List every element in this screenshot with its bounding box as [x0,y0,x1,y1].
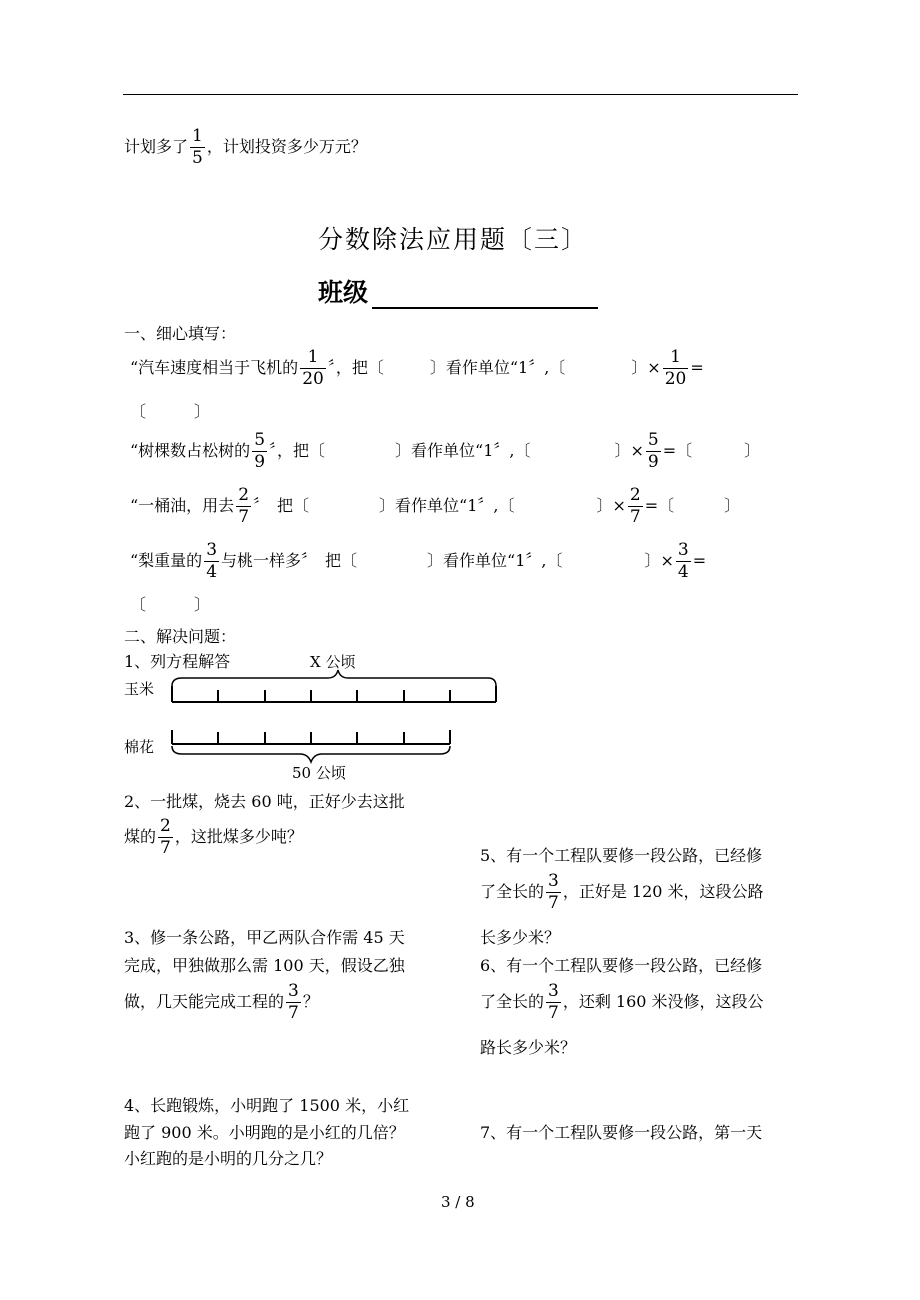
fill-question-1-answer[interactable]: 〔 〕 [130,402,211,421]
corn-segment [172,686,496,702]
diagram-top-label: X 公顷 [310,653,356,671]
diagram-bottom-label: 50 公顷 [292,764,346,782]
problem-6-line3: 路长多少米？ [480,1038,577,1057]
problem-4-line1: 4、长跑锻炼，小明跑了 1500 米，小红 [124,1096,410,1115]
class-field [318,273,598,309]
problem-3-line3: 做，几天能完成工程的 $\frac{3}{7}$ ？ [124,981,319,1023]
fraction: $\frac{5}{9}$ [254,430,266,472]
problem-7-line1: 7、有一个工程队要修一段公路，第一天 [480,1123,763,1142]
section1-heading: 一、细心填写： [124,324,237,343]
problem-1: 1、列方程解答 [124,652,231,671]
top-brace [172,670,496,686]
fraction: $\frac{1}{20}$ [664,347,687,389]
problem-5-line3: 长多少米？ [480,928,561,947]
carryover-question [124,128,367,167]
fraction: $\frac{3}{7}$ [548,981,559,1023]
segment-diagram [110,650,510,785]
top-rule [123,94,798,95]
section2-heading: 二、解决问题： [124,627,237,646]
fraction: $\frac{1}{20}$ [302,347,324,389]
class-blank[interactable] [372,281,598,309]
problem-3-line2: 完成，甲独做那么需 100 天，假设乙独 [124,956,405,975]
fraction: $\frac{5}{9}$ [647,430,659,472]
fraction: $\frac{2}{7}$ [238,485,250,527]
problem-5-line2: 了全长的 $\frac{3}{7}$ ，正好是 120 米，这段公路 [480,871,764,913]
fraction: $\frac{3}{4}$ [206,540,218,582]
bottom-brace [172,746,450,762]
fraction: $\frac{1}{5}$ [192,126,203,168]
problem-6-line2: 了全长的 $\frac{3}{7}$ ，还剩 160 米没修，这段公 [480,981,764,1023]
page-number: 3 / 8 [441,1193,475,1211]
fill-question-4-answer[interactable]: 〔 〕 [130,595,211,614]
fill-question-4: “梨重量的 $\frac{3}{4}$ 与桃一样多〞 把〔 〕看作单位“1〞,〔 〕× $\frac{3}{4}$ = [130,540,707,582]
problem-4-line2: 跑了 900 米。小明跑的是小红的几倍？ [124,1123,405,1142]
problem-4-line3: 小红跑的是小明的几分之几？ [124,1149,333,1168]
carryover-suffix: ，计划投资多少万元？ [206,137,367,156]
diagram-row2-label: 棉花 [124,738,155,756]
fill-question-3: “一桶油，用去 $\frac{2}{7}$ 〞 把〔 〕看作单位“1〞,〔 〕× $\frac{2}{7}$ =〔 〕 [130,485,741,527]
diagram-row1-label: 玉米 [124,680,155,698]
problem-3-line1: 3、修一条公路，甲乙两队合作需 45 天 [124,928,405,947]
fraction: $\frac{3}{7}$ [288,981,299,1023]
fill-question-2: “树棵数占松树的 $\frac{5}{9}$ 〞，把〔 〕看作单位“1〞,〔 〕× $\frac{5}{9}$ =〔 〕 [130,430,761,472]
problem-5-line1: 5、有一个工程队要修一段公路，已经修 [480,846,763,865]
fraction: $\frac{3}{7}$ [548,871,559,913]
page-title: 分数除法应用题〔三〕 [318,225,589,254]
fill-question-1: “汽车速度相当于飞机的 $\frac{1}{20}$ 〞，把〔 〕看作单位“1〞,〔 〕× $\frac{1}{20}$ = [130,347,704,389]
problem-2-line2: 煤的 $\frac{2}{7}$ ，这批煤多少吨？ [124,816,303,858]
fraction: $\frac{3}{4}$ [677,540,689,582]
class-label: 班级 [318,278,369,307]
problem-6-line1: 6、有一个工程队要修一段公路，已经修 [480,956,763,975]
problem-2-line1: 2、一批煤，烧去 60 吨，正好少去这批 [124,792,405,811]
carryover-prefix: 计划多了 [124,137,189,156]
fraction: $\frac{2}{7}$ [160,816,171,858]
cotton-segment [172,730,450,744]
fraction: $\frac{2}{7}$ [629,485,641,527]
